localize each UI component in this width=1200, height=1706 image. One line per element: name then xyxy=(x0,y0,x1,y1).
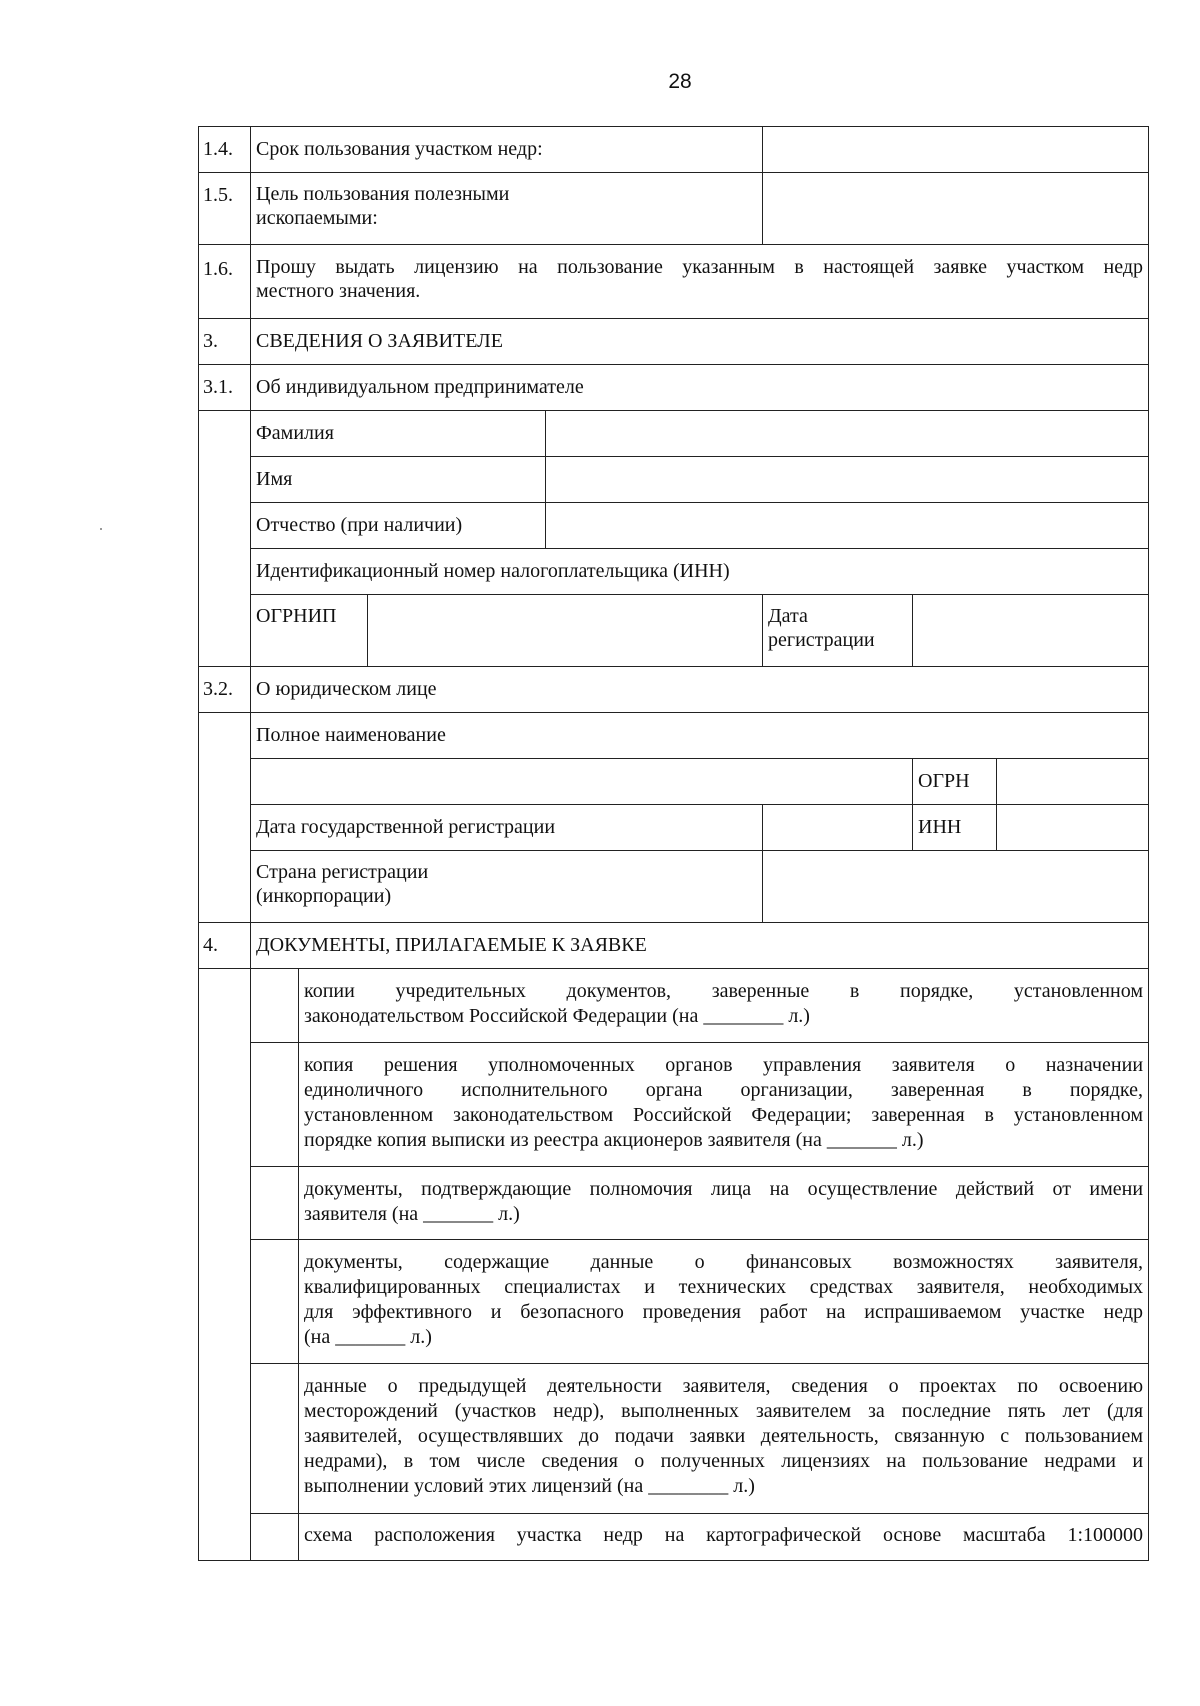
document-line: данные о предыдущей деятельности заявителя, сведения о проектах по освоению xyxy=(304,1375,1144,1397)
document-line: законодательством Российской Федерации (на ________ л.) xyxy=(304,1005,810,1027)
country-label-line2: (инкорпорации) xyxy=(256,885,392,907)
full-name-label: Полное наименование xyxy=(251,713,1149,759)
indent-cell xyxy=(199,411,251,667)
inn-legal-field[interactable] xyxy=(997,805,1149,851)
row-number: 3.1. xyxy=(199,365,251,411)
ogrn-field[interactable] xyxy=(997,759,1149,805)
document-line: квалифицированных специалистах и технических средствах заявителя, необходимых xyxy=(304,1276,1144,1298)
purpose-label-line2: ископаемыми: xyxy=(256,207,378,229)
checkbox-cell[interactable] xyxy=(251,1240,299,1364)
registration-date-label-line1: Дата xyxy=(768,605,808,627)
checkbox-cell[interactable] xyxy=(251,1043,299,1167)
row-1-4 xyxy=(199,127,1149,173)
ogrnip-field[interactable] xyxy=(368,595,763,667)
row-surname xyxy=(199,411,1149,457)
row-number: 4. xyxy=(199,923,251,969)
row-patronymic xyxy=(199,503,1149,549)
inn-legal-label: ИНН xyxy=(913,805,997,851)
license-request-text xyxy=(251,245,1149,319)
document-line: для эффективного и безопасного проведения работ на испрашиваемом участке недр xyxy=(304,1301,1144,1323)
document-item xyxy=(199,1240,1149,1364)
document-item xyxy=(199,1514,1149,1561)
name-field[interactable] xyxy=(546,457,1149,503)
application-form-table xyxy=(198,126,1149,1561)
document-text xyxy=(299,969,1149,1043)
surname-field[interactable] xyxy=(546,411,1149,457)
row-number: 3.2. xyxy=(199,667,251,713)
document-line: схема расположения участка недр на картографической основе масштаба 1:100000 xyxy=(304,1524,1144,1546)
checkbox-cell[interactable] xyxy=(251,1514,299,1561)
row-number: 1.6. xyxy=(199,245,251,319)
document-line: порядке копия выписки из реестра акционеров заявителя (на _______ л.) xyxy=(304,1129,924,1151)
document-line: заявителя (на _______ л.) xyxy=(304,1203,520,1225)
document-line: единоличного исполнительного органа организации, заверенная в порядке, xyxy=(304,1079,1144,1101)
document-text xyxy=(299,1043,1149,1167)
document-line: (на _______ л.) xyxy=(304,1326,432,1348)
document-line: документы, подтверждающие полномочия лица на осуществление действий от имени xyxy=(304,1178,1144,1200)
document-item xyxy=(199,1043,1149,1167)
indent-cell xyxy=(199,713,251,923)
document-item xyxy=(199,1167,1149,1240)
document-line: установленном законодательством Российской Федерации; заверенная в установленном xyxy=(304,1104,1144,1126)
term-of-use-field[interactable] xyxy=(763,127,1149,173)
country-label-line1: Страна регистрации xyxy=(256,861,429,883)
row-4 xyxy=(199,923,1149,969)
license-request-line2: местного значения. xyxy=(256,280,421,302)
section-applicant-heading: СВЕДЕНИЯ О ЗАЯВИТЕЛЕ xyxy=(251,319,1149,365)
row-ogrnip xyxy=(199,595,1149,667)
full-name-field[interactable] xyxy=(251,759,913,805)
row-full-name xyxy=(199,713,1149,759)
row-name xyxy=(199,457,1149,503)
row-inn-individual xyxy=(199,549,1149,595)
surname-label: Фамилия xyxy=(251,411,546,457)
row-number: 3. xyxy=(199,319,251,365)
documents-heading: ДОКУМЕНТЫ, ПРИЛАГАЕМЫЕ К ЗАЯВКЕ xyxy=(251,923,1149,969)
page-number: 28 xyxy=(668,70,692,93)
indent-cell xyxy=(199,969,251,1561)
checkbox-cell[interactable] xyxy=(251,969,299,1043)
purpose-label xyxy=(251,173,763,245)
name-label: Имя xyxy=(251,457,546,503)
country-label xyxy=(251,851,763,923)
document-line: копия решения уполномоченных органов управления заявителя о назначении xyxy=(304,1054,1144,1076)
document-line: документы, содержащие данные о финансовых возможностях заявителя, xyxy=(304,1251,1144,1273)
scan-speck xyxy=(100,528,102,530)
ogrnip-label: ОГРНИП xyxy=(251,595,368,667)
purpose-label-line1: Цель пользования полезными xyxy=(256,183,510,205)
inn-label: Идентификационный номер налогоплательщика (ИНН) xyxy=(251,549,1149,595)
document-line: месторождений (участков недр), выполненных заявителем за последние пять лет (для xyxy=(304,1400,1144,1422)
checkbox-cell[interactable] xyxy=(251,1364,299,1514)
document-line: копии учредительных документов, заверенные в порядке, установленном xyxy=(304,980,1144,1002)
ogrn-label: ОГРН xyxy=(913,759,997,805)
row-3-2 xyxy=(199,667,1149,713)
row-3 xyxy=(199,319,1149,365)
state-registration-date-field[interactable] xyxy=(763,805,913,851)
individual-entrepreneur-heading: Об индивидуальном предпринимателе xyxy=(251,365,1149,411)
legal-entity-heading: О юридическом лице xyxy=(251,667,1149,713)
checkbox-cell[interactable] xyxy=(251,1167,299,1240)
country-field[interactable] xyxy=(763,851,1149,923)
row-1-5 xyxy=(199,173,1149,245)
document-text xyxy=(299,1514,1149,1561)
state-registration-date-label: Дата государственной регистрации xyxy=(251,805,763,851)
row-1-6 xyxy=(199,245,1149,319)
document-line: заявителей, осуществлявших до подачи заявки деятельность, связанную с пользованием xyxy=(304,1425,1144,1447)
row-country xyxy=(199,851,1149,923)
document-line: недрами), в том числе сведения о полученных лицензиях на пользование недрами и xyxy=(304,1450,1144,1472)
patronymic-field[interactable] xyxy=(546,503,1149,549)
row-ogrn xyxy=(199,759,1149,805)
row-state-registration xyxy=(199,805,1149,851)
patronymic-label: Отчество (при наличии) xyxy=(251,503,546,549)
document-text xyxy=(299,1240,1149,1364)
document-item xyxy=(199,969,1149,1043)
purpose-field[interactable] xyxy=(763,173,1149,245)
document-item xyxy=(199,1364,1149,1514)
registration-date-field[interactable] xyxy=(913,595,1149,667)
term-of-use-label: Срок пользования участком недр: xyxy=(251,127,763,173)
document-text xyxy=(299,1167,1149,1240)
document-line: выполнении условий этих лицензий (на ________ л.) xyxy=(304,1475,755,1497)
registration-date-label xyxy=(763,595,913,667)
document-text xyxy=(299,1364,1149,1514)
row-number: 1.4. xyxy=(199,127,251,173)
registration-date-label-line2: регистрации xyxy=(768,629,875,651)
row-number: 1.5. xyxy=(199,173,251,245)
license-request-line1: Прошу выдать лицензию на пользование указанным в настоящей заявке участком недр xyxy=(256,256,1144,278)
row-3-1 xyxy=(199,365,1149,411)
